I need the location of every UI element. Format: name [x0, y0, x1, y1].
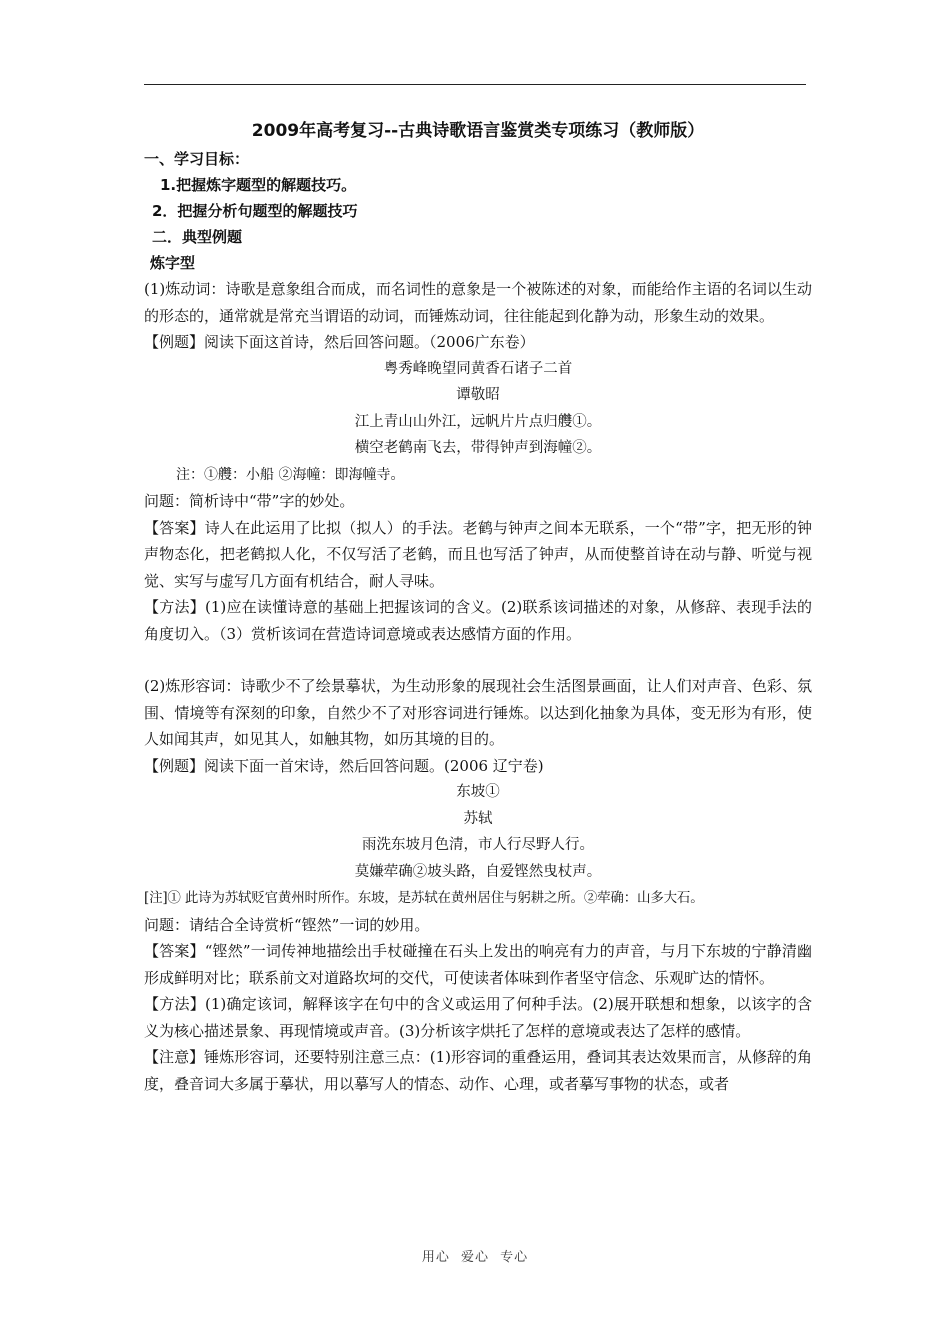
attention-note: 【注意】锤炼形容词，还要特别注意三点：(1)形容词的重叠运用，叠词其表达效果而言，从修辞的角度，叠音词大多属于摹状，用以摹写人的情态、动作、心理，或者摹写事物的状态，或者: [144, 1048, 812, 1093]
example-intro-1: 【例题】阅读下面这首诗，然后回答问题。（2006广东卷）: [144, 333, 535, 351]
poem-line-2-2: 莫嫌荦确②坡头路，自爱铿然曳杖声。: [354, 863, 602, 880]
section-heading-examples: 二．典型例题: [152, 228, 243, 246]
page-footer: 用心 爱心 专心: [421, 1250, 529, 1265]
poem-note-2: [注]① 此诗为苏轼贬官黄州时所作。东坡，是苏轼在黄州居住与躬耕之所。②荦确：山多大石。: [144, 890, 704, 906]
header-rule: [144, 84, 806, 85]
poem-note-1: 注：①艭：小船 ②海幢：即海幢寺。: [176, 466, 405, 483]
document-body: [144, 116, 812, 1097]
example-intro-2: 【例题】阅读下面一首宋诗，然后回答问题。(2006 辽宁卷): [144, 756, 544, 775]
verb-refining-intro: (1)炼动词：诗歌是意象组合而成，而名词性的意象是一个被陈述的对象，而能给作主语的名词以生动的形态的，通常就是常充当谓语的动词，而锤炼动词，往往能起到化静为动，形象生动的效果。: [144, 280, 812, 325]
question-1: 问题：简析诗中“带”字的妙处。: [144, 492, 355, 510]
blank-line: [144, 647, 812, 673]
poem-line-1-1: 江上青山山外江，远帆片片点归艭①。: [354, 413, 602, 430]
section-heading-goals: 一、学习目标：: [144, 150, 250, 168]
poem-line-1-2: 横空老鹤南飞去，带得钟声到海幢②。: [354, 440, 602, 456]
answer-2: 【答案】“铿然”一词传神地描绘出手杖碰撞在石头上发出的响亮有力的声音，与月下东坡的宁静清幽形成鲜明对比；联系前文对道路坎坷的交代，可使读者体味到作者坚守信念、乐观旷达的情怀。: [144, 942, 812, 987]
poem-title-1: 粤秀峰晚望同黄香石诸子二首: [383, 360, 573, 377]
answer-1: 【答案】诗人在此运用了比拟（拟人）的手法。老鹤与钟声之间本无联系，一个“带”字，把无形的钟声物态化，把老鹤拟人化，不仅写活了老鹤，而且也写活了钟声，从而使整首诗在动与静、听觉与视觉、实写与虚写几方面有机结合，耐人寻味。: [144, 518, 812, 590]
poem-author-2: 苏轼: [463, 810, 493, 827]
document-title: 2009年高考复习--古典诗歌语言鉴赏类专项练习（教师版）: [251, 121, 705, 141]
goal-item-1: 1.把握炼字题型的解题技巧。: [160, 176, 357, 194]
poem-line-2-1: 雨洗东坡月色清，市人行尽野人行。: [362, 837, 594, 853]
method-1: 【方法】(1)应在读懂诗意的基础上把握该词的含义。(2)联系该词描述的对象，从修辞、表现手法的角度切入。（3）赏析该词在营造诗词意境或表达感情方面的作用。: [144, 598, 812, 643]
method-2: 【方法】(1)确定该词，解释该字在句中的含义或运用了何种手法。(2)展开联想和想象，以该字的含义为核心描述景象、再现情境或声音。(3)分析该字烘托了怎样的意境或表达了怎样的感情。: [144, 995, 812, 1040]
poem-title-2: 东坡①: [456, 784, 500, 800]
subheading-word-refining: 炼字型: [150, 254, 196, 272]
poem-author-1: 谭敬昭: [456, 387, 500, 403]
goal-item-2: 2．把握分析句题型的解题技巧: [152, 202, 358, 220]
question-2: 问题：请结合全诗赏析“铿然”一词的妙用。: [144, 915, 430, 934]
adjective-refining-intro: (2)炼形容词：诗歌少不了绘景摹状，为生动形象的展现社会生活图景画面，让人们对声音、色彩、氛围、情境等有深刻的印象，自然少不了对形容词进行锤炼。以达到化抽象为具体，变无形为有形，使人如闻其声，如见其人，如触其物，如历其境的目的。: [144, 677, 812, 748]
